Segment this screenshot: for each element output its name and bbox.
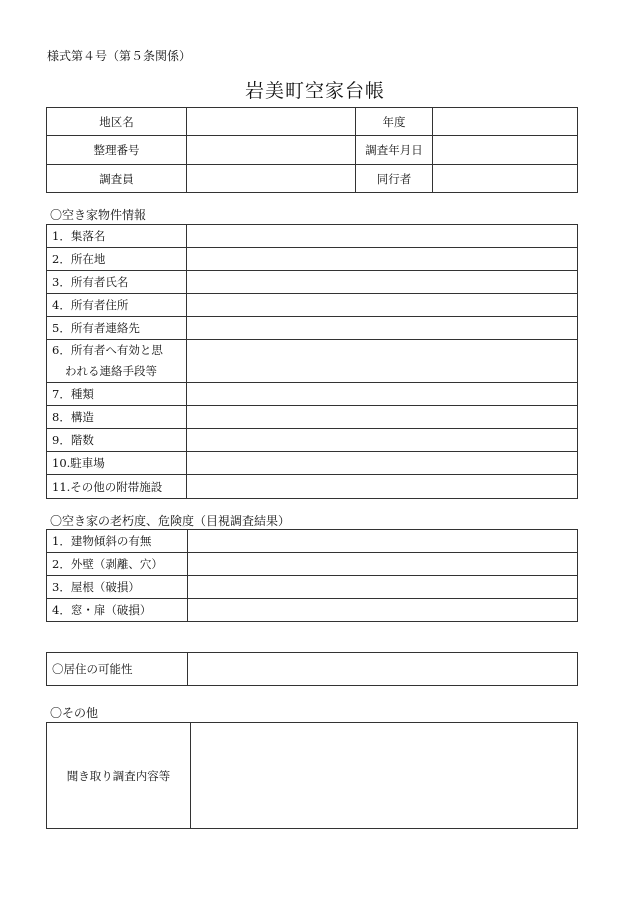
- companion-label: 同行者: [356, 165, 433, 193]
- row-label: 5．所有者連絡先: [47, 317, 187, 340]
- district-name-label: 地区名: [47, 108, 187, 136]
- reference-number-field[interactable]: [187, 136, 356, 165]
- row-label-line1: 6．所有者へ有効と思: [52, 343, 163, 357]
- row-label: 10.駐車場: [47, 452, 187, 475]
- page-title: 岩美町空家台帳: [244, 80, 385, 102]
- row-label: 1．集落名: [47, 225, 187, 248]
- habitability-field[interactable]: [188, 653, 578, 686]
- row-label: 3．所有者氏名: [47, 271, 187, 294]
- row-field[interactable]: [187, 271, 578, 294]
- surveyor-field[interactable]: [187, 165, 356, 193]
- other-table: [46, 722, 578, 829]
- row-label: 3．屋根（破損）: [47, 576, 188, 599]
- row-field[interactable]: [187, 294, 578, 317]
- row-field[interactable]: [187, 340, 578, 383]
- row-field[interactable]: [188, 530, 578, 553]
- reference-number-label: 整理番号: [47, 136, 187, 165]
- row-label: 1．建物傾斜の有無: [47, 530, 188, 553]
- row-field[interactable]: [187, 452, 578, 475]
- row-field[interactable]: [188, 576, 578, 599]
- row-field[interactable]: [187, 317, 578, 340]
- survey-header-table: [46, 107, 578, 193]
- row-field[interactable]: [187, 383, 578, 406]
- interview-label: 聞き取り調査内容等: [47, 723, 191, 829]
- row-label: 9．階数: [47, 429, 187, 452]
- row-label: 2．所在地: [47, 248, 187, 271]
- surveyor-label: 調査員: [47, 165, 187, 193]
- deterioration-heading: 〇空き家の老朽度、危険度（目視調査結果）: [50, 514, 291, 528]
- row-field[interactable]: [187, 475, 578, 499]
- interview-field[interactable]: [191, 723, 578, 829]
- property-info-table: [46, 224, 578, 499]
- row-field[interactable]: [187, 429, 578, 452]
- habitability-table: [46, 652, 578, 686]
- row-field[interactable]: [188, 599, 578, 622]
- district-name-field[interactable]: [187, 108, 356, 136]
- row-label: [47, 340, 187, 383]
- deterioration-table: [46, 529, 578, 622]
- survey-date-field[interactable]: [433, 136, 578, 165]
- fiscal-year-label: 年度: [356, 108, 433, 136]
- form-number: 様式第４号（第５条関係）: [47, 49, 192, 63]
- row-label: 7．種類: [47, 383, 187, 406]
- row-label: 2．外壁（剥離、穴）: [47, 553, 188, 576]
- row-field[interactable]: [187, 248, 578, 271]
- other-heading: 〇その他: [50, 706, 99, 720]
- companion-field[interactable]: [433, 165, 578, 193]
- survey-date-label: 調査年月日: [356, 136, 433, 165]
- row-label-line2: われる連絡手段等: [65, 364, 157, 378]
- row-label: 4．窓・扉（破損）: [47, 599, 188, 622]
- fiscal-year-field[interactable]: [433, 108, 578, 136]
- row-field[interactable]: [188, 553, 578, 576]
- row-field[interactable]: [187, 406, 578, 429]
- row-field[interactable]: [187, 225, 578, 248]
- row-label: 8．構造: [47, 406, 187, 429]
- habitability-label: 〇居住の可能性: [47, 653, 188, 686]
- property-info-heading: 〇空き家物件情報: [50, 208, 147, 222]
- row-label: 11.その他の附帯施設: [47, 475, 187, 499]
- row-label: 4．所有者住所: [47, 294, 187, 317]
